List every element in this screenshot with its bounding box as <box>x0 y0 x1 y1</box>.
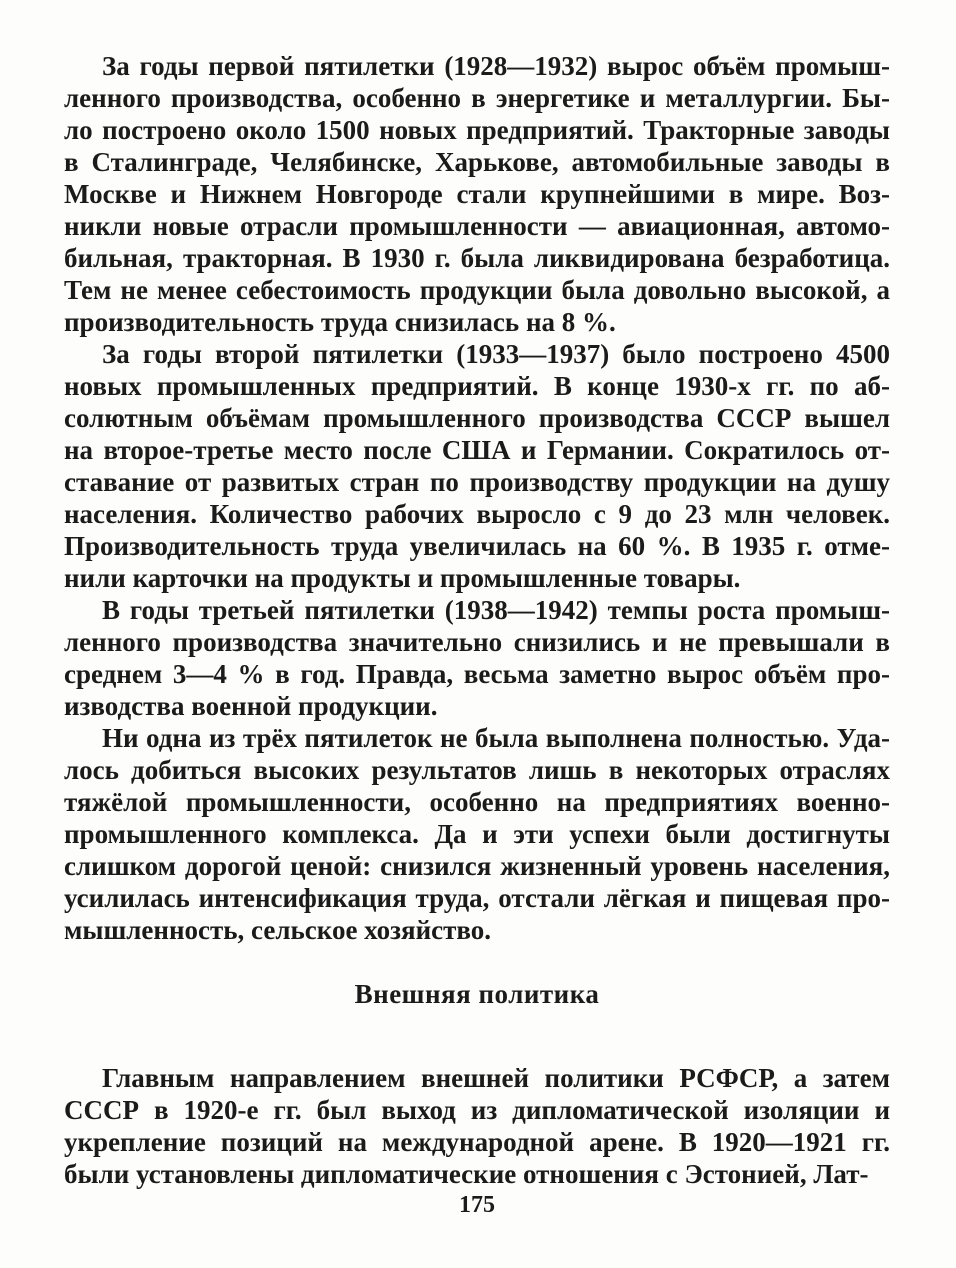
text-line: на второе-третье место после США и Германии. Сократилось от- <box>64 435 890 465</box>
text-line: бильная, тракторная. В 1930 г. была ликвидирована безработица. <box>64 243 890 273</box>
section-heading: Внешняя политика <box>354 979 600 1009</box>
text-line: За годы первой пятилетки (1928—1932) вырос объём промыш- <box>102 51 890 81</box>
text-column <box>64 50 890 1190</box>
text-line: Тем не менее себестоимость продукции была довольно высокой, а <box>64 275 890 305</box>
text-line: новых промышленных предприятий. В конце 1930-х гг. по аб- <box>64 371 890 401</box>
text-line: усилилась интенсификация труда, отстали лёгкая и пищевая про- <box>64 883 890 913</box>
text-line: ленного производства, особенно в энергетике и металлургии. Бы- <box>64 83 890 113</box>
text-line: слишком дорогой ценой: снизился жизненный уровень населения, <box>64 851 890 881</box>
text-line: нили карточки на продукты и промышленные товары. <box>64 563 741 593</box>
text-line: ло построено около 1500 новых предприятий. Тракторные заводы <box>64 115 890 145</box>
text-line: Главным направлением внешней политики РСФСР, а затем <box>102 1063 890 1093</box>
paragraph <box>64 1062 890 1190</box>
text-line: населения. Количество рабочих выросло с 9 до 23 млн человек. <box>64 499 890 529</box>
text-line: промышленного комплекса. Да и эти успехи были достигнуты <box>64 819 890 849</box>
paragraph <box>64 722 890 946</box>
text-line: В годы третьей пятилетки (1938—1942) темпы роста промыш- <box>102 595 890 625</box>
text-line: лось добиться высоких результатов лишь в некоторых отраслях <box>64 755 890 785</box>
text-line: изводства военной продукции. <box>64 691 438 721</box>
paragraph <box>64 338 890 594</box>
text-line: были установлены дипломатические отношения с Эстонией, Лат- <box>64 1159 869 1189</box>
paragraph <box>64 50 890 338</box>
text-line: За годы второй пятилетки (1933—1937) было построено 4500 <box>102 339 890 369</box>
text-line: никли новые отрасли промышленности — авиационная, автомо- <box>64 211 890 241</box>
paragraph <box>64 594 890 722</box>
text-line: укрепление позиций на международной арене. В 1920—1921 гг. <box>64 1127 890 1157</box>
text-line: среднем 3—4 % в год. Правда, весьма заметно вырос объём про- <box>64 659 890 689</box>
text-line: ленного производства значительно снизились и не превышали в <box>64 627 890 657</box>
page-number: 175 <box>459 1192 495 1218</box>
text-line: мышленность, сельское хозяйство. <box>64 915 492 945</box>
text-line: Ни одна из трёх пятилеток не была выполнена полностью. Уда- <box>102 723 890 753</box>
text-line: в Сталинграде, Челябинске, Харькове, автомобильные заводы в <box>64 147 890 177</box>
text-line: тяжёлой промышленности, особенно на предприятиях военно- <box>64 787 890 817</box>
text-line: производительность труда снизилась на 8 %. <box>64 307 616 337</box>
text-line: Москве и Нижнем Новгороде стали крупнейшими в мире. Воз- <box>64 179 890 209</box>
text-line: СССР в 1920-е гг. был выход из дипломатической изоляции и <box>64 1095 890 1125</box>
text-line: солютным объёмам промышленного производства СССР вышел <box>64 403 890 433</box>
text-line: ставание от развитых стран по производству продукции на душу <box>64 467 890 497</box>
text-line: Производительность труда увеличилась на 60 %. В 1935 г. отме- <box>64 531 890 561</box>
